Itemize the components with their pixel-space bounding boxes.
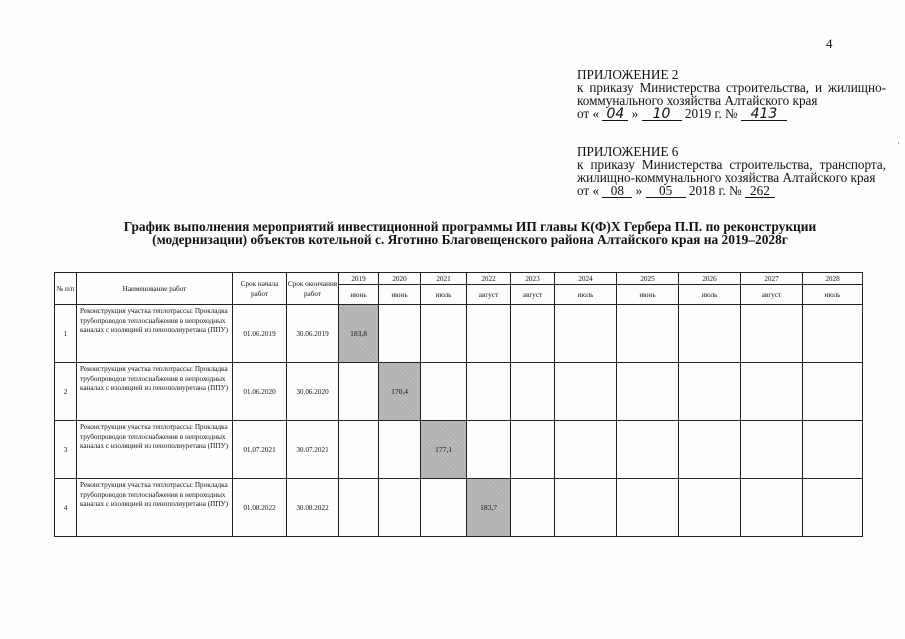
- schedule-empty-cell: [741, 421, 803, 479]
- work-name: Реконструкция участка теплотрассы: Прокладка трубопроводов теплоснабжения в непроходных каналах с изоляцией из пенополиуретана (ППУ): [77, 421, 233, 479]
- col-header-name: Наименование работ: [77, 273, 233, 305]
- row-number: 3: [55, 421, 77, 479]
- annex-6-from: от «: [577, 183, 600, 198]
- table-row: [55, 305, 863, 363]
- annex-2-from: от «: [577, 106, 600, 121]
- annex-6-number: 262: [745, 185, 775, 198]
- annex-6-heading: ПРИЛОЖЕНИЕ 6: [577, 144, 679, 159]
- schedule-bar-cell: 177,1: [421, 421, 467, 479]
- schedule-empty-cell: [803, 305, 863, 363]
- year-header-2022: 2022: [467, 273, 511, 285]
- year-header-2026: 2026: [679, 273, 741, 285]
- schedule-empty-cell: [617, 363, 679, 421]
- annex-2-heading: ПРИЛОЖЕНИЕ 2: [577, 67, 679, 82]
- schedule-empty-cell: [679, 479, 741, 537]
- row-number: 1: [55, 305, 77, 363]
- annex-2-year: 2019 г. №: [684, 106, 738, 121]
- schedule-empty-cell: [555, 421, 617, 479]
- month-header: август: [511, 285, 555, 305]
- schedule-empty-cell: [511, 421, 555, 479]
- end-date: 30.08.2022: [287, 479, 339, 537]
- year-header-2025: 2025: [617, 273, 679, 285]
- table-row: [55, 479, 863, 537]
- schedule-empty-cell: [803, 421, 863, 479]
- annex-6-body: к приказу Министерства строительства, транспорта, жилищно-коммунального хозяйства Алтайского края: [577, 157, 886, 185]
- table-body: [55, 305, 863, 537]
- col-header-num: № п/п: [55, 273, 77, 305]
- page-number: 4: [826, 36, 833, 51]
- schedule-empty-cell: [421, 305, 467, 363]
- year-header-2027: 2027: [741, 273, 803, 285]
- schedule-empty-cell: [421, 363, 467, 421]
- schedule-empty-cell: [467, 363, 511, 421]
- schedule-empty-cell: [339, 363, 379, 421]
- work-name: Реконструкция участка теплотрассы: Прокладка трубопроводов теплоснабжения в непроходных каналах с изоляцией из пенополиуретана (ППУ): [77, 479, 233, 537]
- annex-6-mid: »: [635, 183, 643, 198]
- annex-2-month: 10: [642, 108, 682, 121]
- schedule-empty-cell: [741, 305, 803, 363]
- schedule-empty-cell: [511, 305, 555, 363]
- month-header: июль: [421, 285, 467, 305]
- month-header: июнь: [617, 285, 679, 305]
- end-date: 30.06.2020: [287, 363, 339, 421]
- col-header-start: Срок начала работ: [233, 273, 287, 305]
- margin-mark: ·: [897, 138, 900, 148]
- annex-2-day: 04: [602, 108, 628, 121]
- annex-6-day: 08: [602, 185, 632, 198]
- schedule-table: [54, 272, 863, 537]
- schedule-empty-cell: [421, 479, 467, 537]
- schedule-empty-cell: [803, 363, 863, 421]
- annex-6-year: 2018 г. №: [688, 183, 742, 198]
- document-title: График выполнения мероприятий инвестиционной программы ИП главы К(Ф)Х Гербера П.П. по реконструкции (модернизации) объектов котельной с. Яготино Благовещенского района Алтайского края на 2019–2028г: [123, 219, 817, 247]
- year-header-2021: 2021: [421, 273, 467, 285]
- schedule-empty-cell: [617, 479, 679, 537]
- table-row: [55, 363, 863, 421]
- schedule-empty-cell: [467, 305, 511, 363]
- start-date: 01.06.2019: [233, 305, 287, 363]
- end-date: 30.06.2019: [287, 305, 339, 363]
- schedule-empty-cell: [511, 363, 555, 421]
- schedule-empty-cell: [379, 479, 421, 537]
- annex-2-number: 413: [741, 108, 787, 121]
- row-number: 2: [55, 363, 77, 421]
- schedule-empty-cell: [555, 363, 617, 421]
- schedule-empty-cell: [617, 305, 679, 363]
- annex-2-date-line: [577, 107, 886, 121]
- schedule-empty-cell: [467, 421, 511, 479]
- year-header-2019: 2019: [339, 273, 379, 285]
- annex-6-date-line: [577, 184, 886, 198]
- start-date: 01.08.2022: [233, 479, 287, 537]
- month-header: июнь: [379, 285, 421, 305]
- month-header: август: [741, 285, 803, 305]
- annex-2-body: к приказу Министерства строительства, и жилищно-коммунального хозяйства Алтайского края: [577, 80, 886, 108]
- schedule-empty-cell: [679, 305, 741, 363]
- schedule-bar-cell: 183,8: [339, 305, 379, 363]
- schedule-empty-cell: [379, 305, 421, 363]
- table-head: [55, 273, 863, 305]
- work-name: Реконструкция участка теплотрассы: Прокладка трубопроводов теплоснабжения в непроходных каналах с изоляцией из пенополиуретана (ППУ): [77, 305, 233, 363]
- col-header-end: Срок окончания работ: [287, 273, 339, 305]
- schedule-empty-cell: [679, 421, 741, 479]
- schedule-empty-cell: [555, 479, 617, 537]
- end-date: 30.07.2021: [287, 421, 339, 479]
- row-number: 4: [55, 479, 77, 537]
- month-header: июль: [803, 285, 863, 305]
- schedule-empty-cell: [339, 421, 379, 479]
- year-header-2024: 2024: [555, 273, 617, 285]
- year-header-2023: 2023: [511, 273, 555, 285]
- work-name: Реконструкция участка теплотрассы: Прокладка трубопроводов теплоснабжения в непроходных каналах с изоляцией из пенополиуретана (ППУ): [77, 363, 233, 421]
- month-header: август: [467, 285, 511, 305]
- month-header: июль: [679, 285, 741, 305]
- start-date: 01.07.2021: [233, 421, 287, 479]
- annex-6-header: [577, 145, 886, 198]
- year-header-2020: 2020: [379, 273, 421, 285]
- schedule-empty-cell: [803, 479, 863, 537]
- schedule-empty-cell: [511, 479, 555, 537]
- month-header: июль: [555, 285, 617, 305]
- table-row: [55, 421, 863, 479]
- schedule-empty-cell: [741, 363, 803, 421]
- schedule-empty-cell: [339, 479, 379, 537]
- annex-6-month: 05: [646, 185, 686, 198]
- schedule-empty-cell: [679, 363, 741, 421]
- year-header-2028: 2028: [803, 273, 863, 285]
- schedule-empty-cell: [617, 421, 679, 479]
- schedule-bar-cell: 183,7: [467, 479, 511, 537]
- month-header: июнь: [339, 285, 379, 305]
- annex-2-header: [577, 68, 886, 121]
- schedule-empty-cell: [555, 305, 617, 363]
- schedule-empty-cell: [741, 479, 803, 537]
- annex-2-mid: »: [631, 106, 639, 121]
- start-date: 01.06.2020: [233, 363, 287, 421]
- schedule-empty-cell: [379, 421, 421, 479]
- schedule-bar-cell: 170,4: [379, 363, 421, 421]
